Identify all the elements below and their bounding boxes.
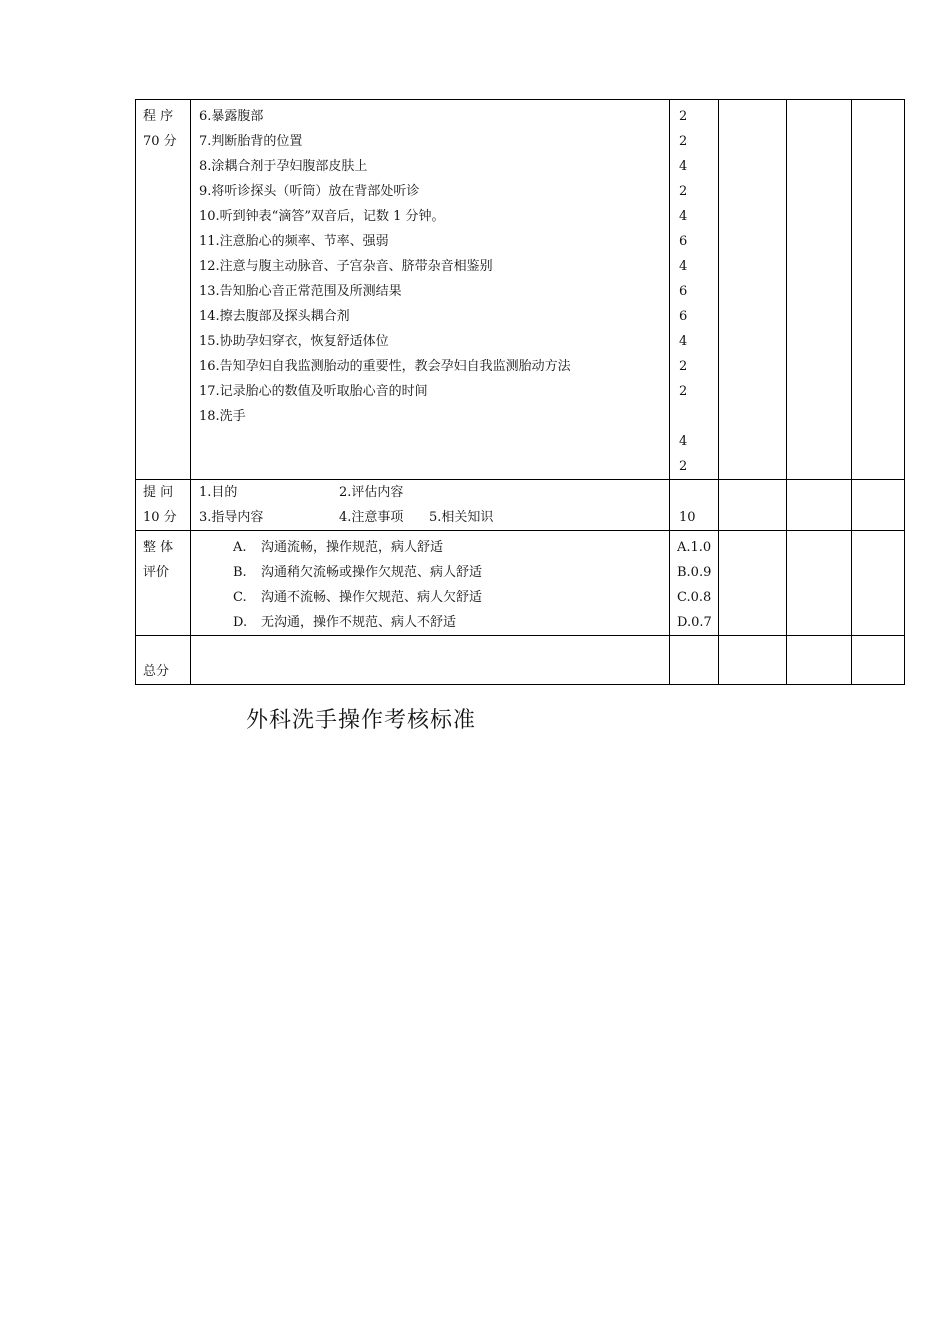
blank-cell [719,480,787,531]
score-value: 2 [679,134,688,149]
blank-cell [787,100,852,480]
blank-cell [787,636,852,685]
question-line [199,505,669,530]
evaluation-option [191,610,669,635]
score-value: 4 [679,434,688,449]
questions-row [136,480,905,531]
score-value: 6 [679,284,688,299]
category-line: 10 分 [143,510,177,525]
blank-cell [852,636,905,685]
option-letter: C. [233,590,247,605]
step-item: 8.涂耦合剂于孕妇腹部皮肤上 [199,159,368,174]
score-value: 4 [679,159,688,174]
score-value: 2 [679,459,688,474]
step-item: 18.洗手 [199,409,246,424]
procedure-row [136,100,905,480]
blank-cell [852,480,905,531]
step-item: 7.判断胎背的位置 [199,134,303,149]
procedure-category [136,100,191,480]
total-label: 总分 [143,664,170,679]
evaluation-option [191,535,669,560]
step-item: 17.记录胎心的数值及听取胎心音的时间 [199,384,428,399]
score-value: 6 [679,234,688,249]
overall-category [136,531,191,636]
coefficient-value: C.0.8 [677,590,712,605]
question-item: 3.指导内容 [199,510,264,525]
blank-cell [787,531,852,636]
question-item: 5.相关知识 [429,510,494,525]
question-item: 1.目的 [199,485,238,500]
category-line: 提 问 [143,485,174,500]
score-value: 2 [679,109,688,124]
option-letter: A. [233,540,247,555]
score-value [679,404,718,429]
score-value: 2 [679,184,688,199]
option-letter: D. [233,615,248,630]
procedure-steps [191,100,670,480]
step-item: 6.暴露腹部 [199,109,264,124]
step-item: 9.将听诊探头（听筒）放在背部处听诊 [199,184,420,199]
score-value: 2 [679,384,688,399]
overall-coefficients [670,531,719,636]
category-line: 整 体 [143,540,174,555]
question-item: 2.评估内容 [339,485,404,500]
coefficient-value: A.1.0 [677,540,712,555]
blank-cell [719,636,787,685]
question-line [199,480,669,505]
questions-score-cell [670,480,719,531]
step-item: 13.告知胎心音正常范围及所测结果 [199,284,402,299]
blank-cell [852,100,905,480]
score-value: 4 [679,209,688,224]
evaluation-option [191,560,669,585]
step-item: 16.告知孕妇自我监测胎动的重要性，教会孕妇自我监测胎动方法 [199,359,571,374]
option-text: 沟通流畅，操作规范，病人舒适 [261,540,444,555]
category-line: 程 序 [143,109,174,124]
category-line: 评价 [143,565,170,580]
questions-category [136,480,191,531]
coefficient-value: B.0.9 [677,565,712,580]
step-item: 12.注意与腹主动脉音、子宫杂音、脐带杂音相鉴别 [199,259,493,274]
category-line: 70 分 [143,134,177,149]
step-item: 14.擦去腹部及探头耦合剂 [199,309,350,324]
overall-row [136,531,905,636]
procedure-scores [670,100,719,480]
option-text: 沟通稍欠流畅或操作欠规范、病人舒适 [261,565,483,580]
blank-cell [719,100,787,480]
evaluation-option [191,585,669,610]
total-label-cell [136,636,191,685]
score-value: 10 [679,510,696,525]
score-value: 4 [679,259,688,274]
score-value: 2 [679,359,688,374]
question-item: 4.注意事项 [339,510,404,525]
overall-options [191,531,670,636]
score-value: 4 [679,334,688,349]
step-item: 10.听到钟表“滴答”双音后，记数 1 分钟。 [199,209,445,224]
step-item: 11.注意胎心的频率、节率、强弱 [199,234,389,249]
coefficient-value: D.0.7 [677,615,712,630]
total-score-cell [670,636,719,685]
total-row [136,636,905,685]
step-item: 15.协助孕妇穿衣，恢复舒适体位 [199,334,389,349]
option-text: 无沟通，操作不规范、病人不舒适 [261,615,457,630]
questions-content [191,480,670,531]
blank-cell [719,531,787,636]
blank-cell [852,531,905,636]
score-value: 6 [679,309,688,324]
assessment-table [135,99,905,685]
total-content-cell [191,636,670,685]
section-heading: 外科洗手操作考核标准 [246,708,477,733]
blank-cell [787,480,852,531]
option-text: 沟通不流畅、操作欠规范、病人欠舒适 [261,590,483,605]
option-letter: B. [233,565,247,580]
